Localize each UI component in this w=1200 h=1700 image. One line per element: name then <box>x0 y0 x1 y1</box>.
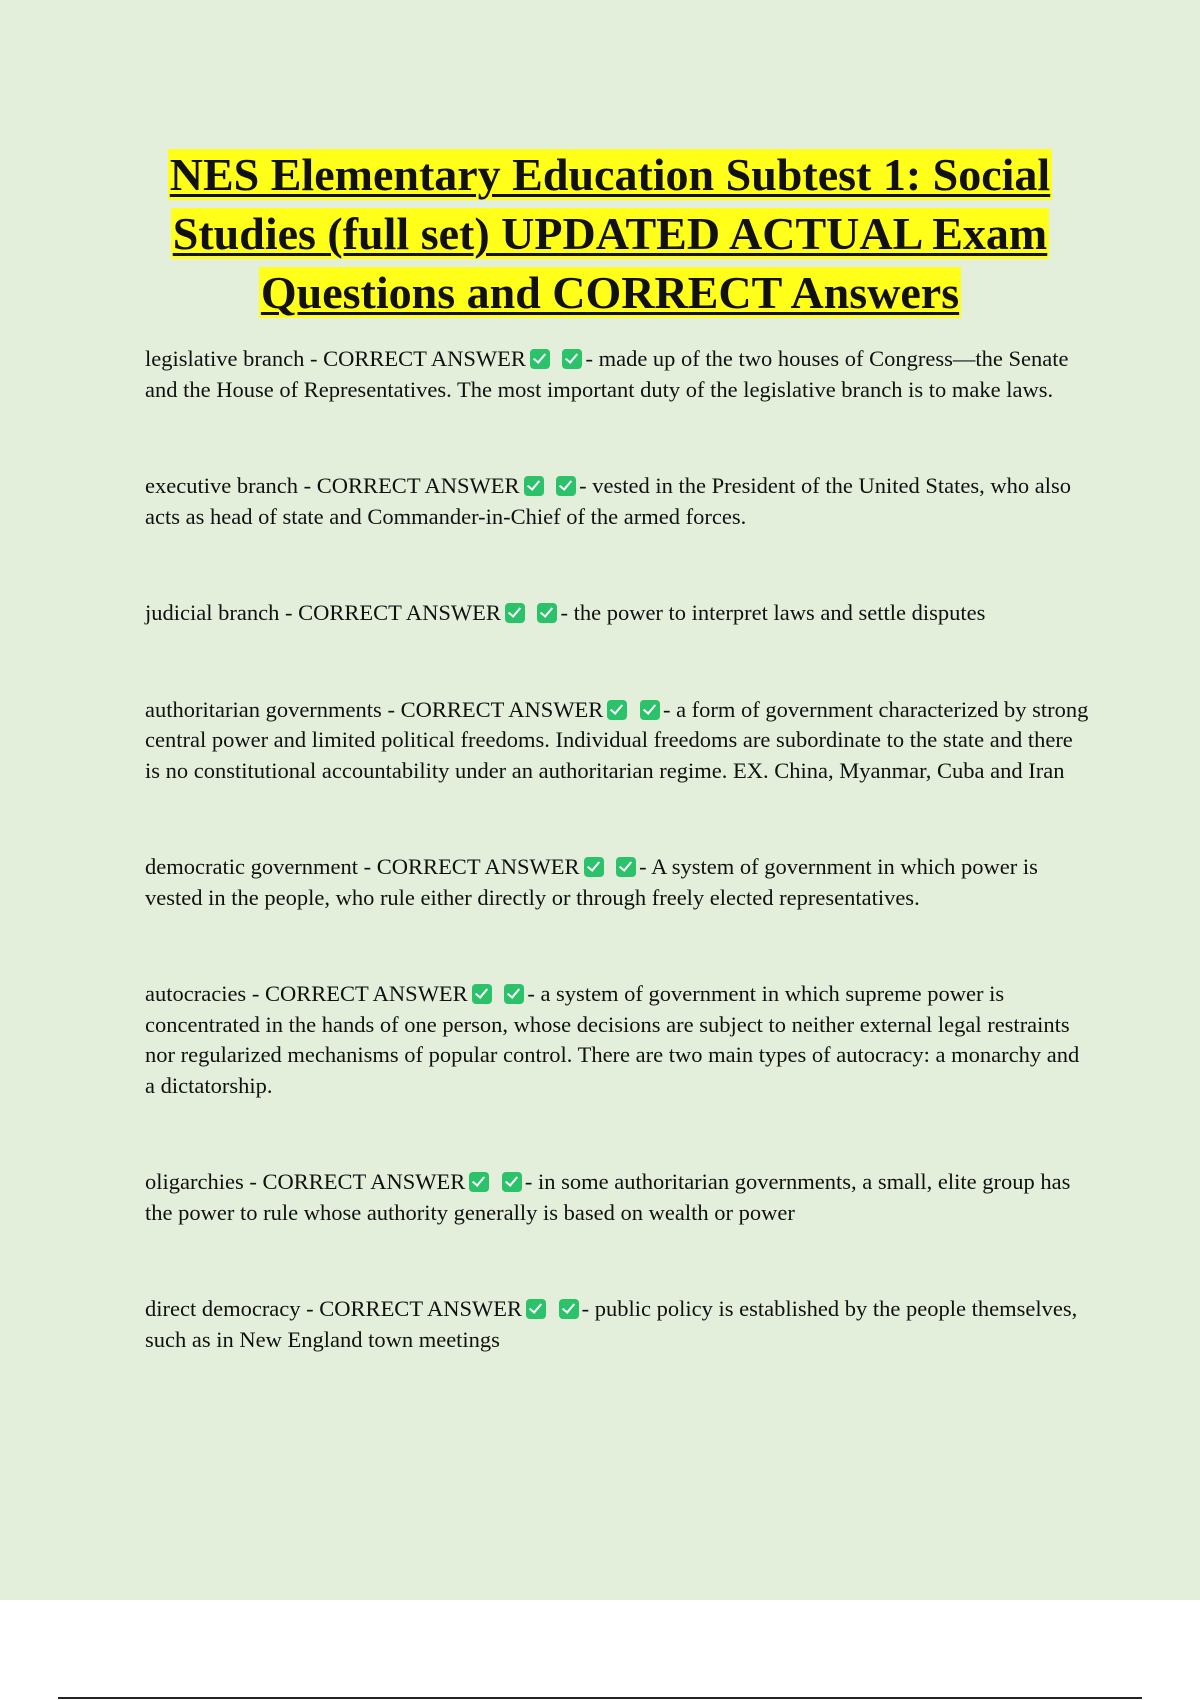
entry-term: legislative branch <box>145 346 305 371</box>
document-title <box>130 145 1090 322</box>
qa-list <box>145 344 1090 1355</box>
entry-definition: made up of the two houses of Congress—the Senate and the House of Representatives. The most important duty of the legislative branch is to make laws. <box>145 346 1069 402</box>
entry-marker: CORRECT ANSWER <box>400 696 604 722</box>
check-mark-icon <box>504 984 524 1004</box>
entry-marker: CORRECT ANSWER <box>323 346 526 371</box>
check-mark-icon <box>530 349 550 369</box>
entry-marker: CORRECT ANSWER <box>264 981 468 1006</box>
entry-definition: a form of government characterized by strong central power and limited political freedoms. Individual freedoms are subordinate to the state and there is no constitutional accountability under an authoritarian regime. EX. China, Myanmar, Cuba and Iran <box>145 696 1089 783</box>
check-mark-icon <box>607 700 627 720</box>
check-mark-icon <box>556 476 576 496</box>
entry-term: oligarchies <box>145 1169 244 1194</box>
entry-marker: CORRECT ANSWER <box>316 473 520 498</box>
entry-definition: public policy is established by the people themselves, such as in New England town meetings <box>145 1296 1078 1352</box>
check-mark-icon <box>524 476 544 496</box>
entry-term: autocracies <box>145 981 247 1006</box>
entry-term: executive branch <box>145 473 299 498</box>
check-mark-icon <box>472 984 492 1004</box>
qa-entry: legislative branch - CORRECT ANSWER - made up of the two houses of Congress—the Senate and the House of Representatives. The most important duty of the legislative branch is to make laws. <box>145 346 1069 402</box>
check-mark-icon <box>505 603 525 623</box>
check-mark-icon <box>526 1299 546 1319</box>
entry-definition: the power to interpret laws and settle disputes <box>573 600 986 625</box>
entry-definition: in some authoritarian governments, a small, elite group has the power to rule whose authority generally is based on wealth or power <box>145 1169 1071 1225</box>
entry-term: direct democracy <box>145 1296 301 1321</box>
entry-definition: A system of government in which power is vested in the people, who rule either directly or through freely elected representatives. <box>145 854 1038 910</box>
entry-definition: vested in the President of the United States, who also acts as head of state and Commander-in-Chief of the armed forces. <box>145 473 1071 529</box>
qa-entry: autocracies - CORRECT ANSWER - a system of government in which supreme power is concentrated in the hands of one person, whose decisions are subject to neither external legal restraints nor regularized mechanisms of popular control. There are two main types of autocracy: a monarchy and a dictatorship. <box>145 981 1080 1098</box>
check-mark-icon <box>502 1172 522 1192</box>
document-title-text: NES Elementary Education Subtest 1: Social Studies (full set) UPDATED ACTUAL Exam Questions and CORRECT Answers <box>169 149 1051 318</box>
qa-entry: executive branch - CORRECT ANSWER - vested in the President of the United States, who also acts as head of state and Commander-in-Chief of the armed forces. <box>145 473 1071 529</box>
check-mark-icon <box>616 857 636 877</box>
check-mark-icon <box>469 1172 489 1192</box>
entry-marker: CORRECT ANSWER <box>376 854 580 879</box>
entry-term: authoritarian governments <box>145 696 382 722</box>
entry-definition: a system of government in which supreme power is concentrated in the hands of one person, whose decisions are subject to neither external legal restraints nor regularized mechanisms of popular control. There are two main types of autocracy: a monarchy and a dictatorship. <box>145 981 1080 1098</box>
entry-marker: CORRECT ANSWER <box>298 600 501 625</box>
check-mark-icon <box>640 700 660 720</box>
check-mark-icon <box>584 857 604 877</box>
check-mark-icon <box>562 349 582 369</box>
entry-marker: CORRECT ANSWER <box>262 1169 466 1194</box>
page-divider <box>58 1697 1142 1699</box>
entry-term: democratic government <box>145 854 359 879</box>
qa-entry: judicial branch - CORRECT ANSWER - the power to interpret laws and settle disputes <box>145 600 986 625</box>
qa-entry: authoritarian governments - CORRECT ANSWER - a form of government characterized by strong central power and limited political freedoms. Individual freedoms are subordinate to the state and there is no constitutional accountability under an authoritarian regime. EX. China, Myanmar, Cuba and Iran <box>145 696 1089 783</box>
qa-entry: direct democracy - CORRECT ANSWER - public policy is established by the people themselves, such as in New England town meetings <box>145 1296 1078 1352</box>
qa-entry: democratic government - CORRECT ANSWER - A system of government in which power is vested in the people, who rule either directly or through freely elected representatives. <box>145 854 1038 910</box>
entry-term: judicial branch <box>145 600 280 625</box>
qa-entry: oligarchies - CORRECT ANSWER - in some authoritarian governments, a small, elite group has the power to rule whose authority generally is based on wealth or power <box>145 1169 1071 1225</box>
check-mark-icon <box>537 603 557 623</box>
check-mark-icon <box>559 1299 579 1319</box>
entry-marker: CORRECT ANSWER <box>319 1296 523 1321</box>
